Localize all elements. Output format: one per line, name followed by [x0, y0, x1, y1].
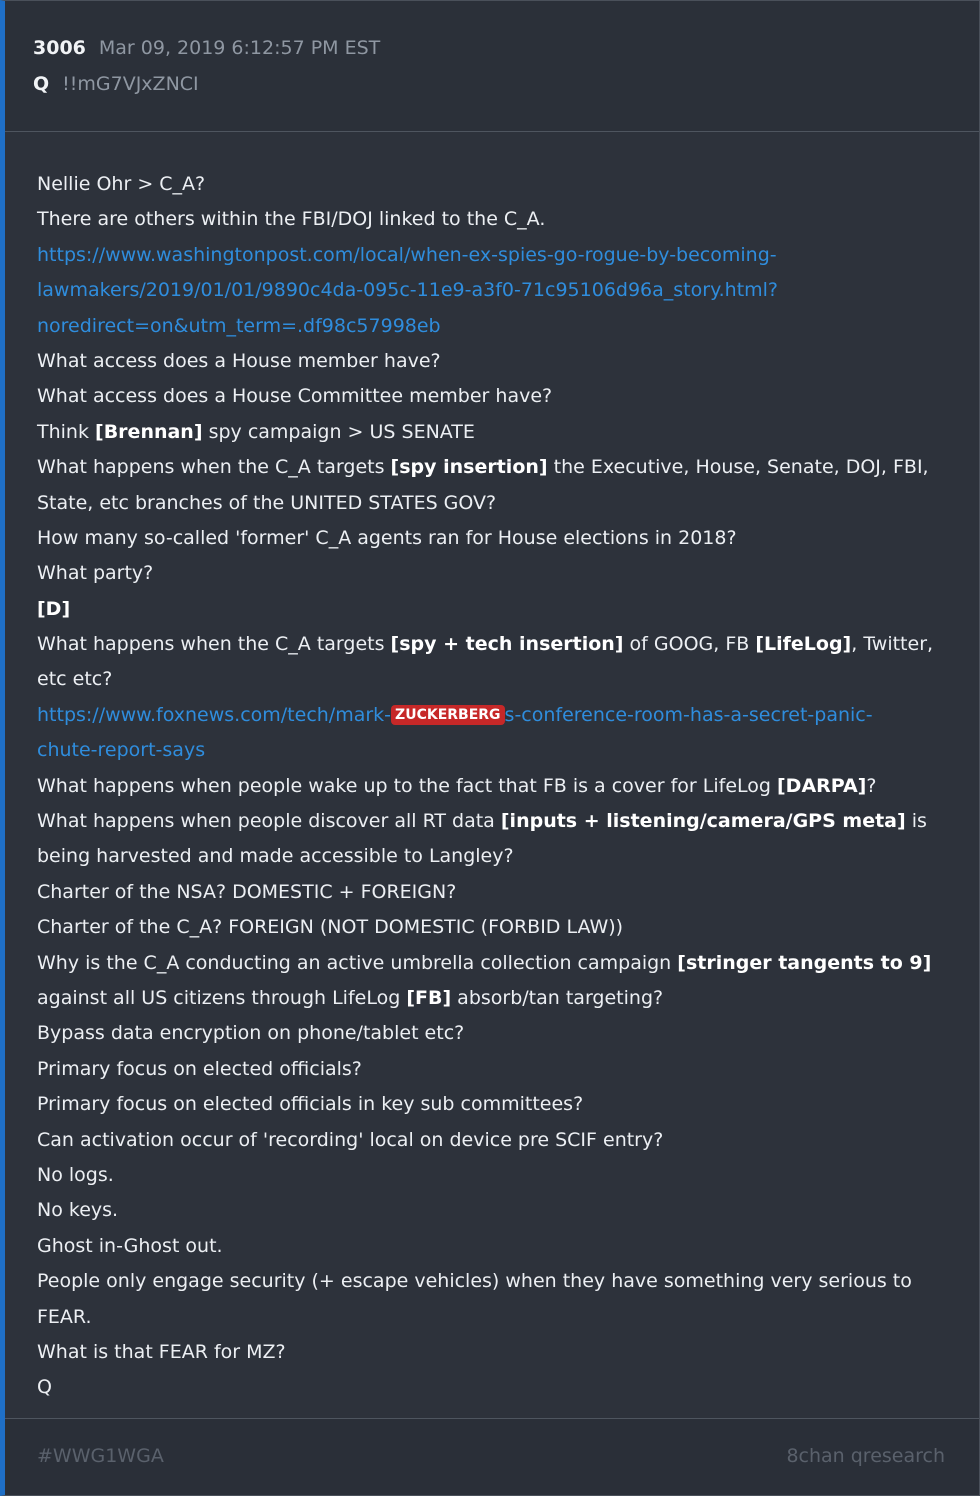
text-span: What happens when people wake up to the fact that FB is a cover for LifeLog: [37, 774, 777, 797]
bold-text: [DARPA]: [776, 774, 867, 797]
text-line: FEAR.: [37, 1305, 92, 1328]
text-line: What access does a House member have?: [37, 349, 441, 372]
link-line: [37, 733, 937, 768]
text-line: Charter of the C_A? FOREIGN (NOT DOMESTIC (FORBID LAW)): [37, 916, 624, 939]
text-span: Why is the C_A conducting an active umbrella collection campaign: [37, 951, 678, 974]
bold-text: [FB]: [406, 986, 452, 1009]
text-line: [37, 415, 937, 450]
text-line: What party?: [37, 562, 154, 585]
text-line: [37, 450, 937, 485]
link-line: [37, 309, 937, 344]
bold-text: [LifeLog]: [755, 633, 852, 656]
text-span: , Twitter,: [851, 633, 934, 656]
text-line: being harvested and made accessible to Langley?: [37, 845, 514, 868]
author-name: Q: [33, 73, 50, 95]
text-line: [37, 627, 937, 662]
text-line: Primary focus on elected officials?: [37, 1057, 362, 1080]
text-line: What is that FEAR for MZ?: [37, 1340, 286, 1363]
text-span: of GOOG, FB: [623, 633, 756, 656]
post-body: [37, 167, 937, 1406]
post-header: [5, 1, 979, 132]
bold-text: [D]: [37, 597, 71, 620]
bold-text: [inputs + listening/camera/GPS meta]: [500, 810, 906, 833]
tripcode: !!mG7VJxZNCI: [62, 73, 199, 95]
text-line: How many so-called 'former' C_A agents ran for House elections in 2018?: [37, 526, 737, 549]
text-span: What happens when the C_A targets: [37, 633, 391, 656]
hashtag: #WWG1WGA: [37, 1445, 164, 1467]
text-line: There are others within the FBI/DOJ linked to the C_A.: [37, 208, 546, 231]
bold-text: [spy + tech insertion]: [390, 633, 624, 656]
author-row: [33, 73, 979, 95]
text-line: No logs.: [37, 1163, 114, 1186]
bold-text: [stringer tangents to 9]: [677, 951, 932, 974]
washingtonpost-link[interactable]: noredirect=on&utm_term=.df98c57998eb: [37, 314, 441, 337]
text-line: [37, 769, 937, 804]
text-line: [37, 804, 937, 839]
link-line: [37, 238, 937, 273]
text-line: People only engage security (+ escape vehicles) when they have something very serious to: [37, 1270, 912, 1293]
link-line: [37, 698, 937, 733]
text-span: What happens when the C_A targets: [37, 456, 391, 479]
post-date: Mar 09, 2019 6:12:57 PM EST: [98, 37, 381, 59]
source-label: 8chan qresearch: [786, 1445, 945, 1467]
link-line: [37, 273, 937, 308]
signature: Q: [37, 1376, 52, 1399]
foxnews-link[interactable]: s-conference-room-has-a-secret-panic-: [504, 703, 873, 726]
bold-text: [spy insertion]: [390, 456, 548, 479]
text-line: State, etc branches of the UNITED STATES GOV?: [37, 491, 497, 514]
text-line: [37, 592, 937, 627]
zuckerberg-badge: ZUCKERBERG: [391, 705, 505, 725]
text-span: Think: [37, 420, 96, 443]
post-footer: [5, 1418, 979, 1495]
text-line: Primary focus on elected officials in key sub committees?: [37, 1093, 584, 1116]
text-span: against all US citizens through LifeLog: [37, 986, 407, 1009]
text-span: What happens when people discover all RT data: [37, 810, 501, 833]
text-line: Charter of the NSA? DOMESTIC + FOREIGN?: [37, 880, 457, 903]
text-line: [37, 946, 937, 981]
text-span: ?: [866, 774, 877, 797]
text-span: the Executive, House, Senate, DOJ, FBI,: [547, 456, 929, 479]
foxnews-link[interactable]: chute-report-says: [37, 739, 206, 762]
text-span: absorb/tan targeting?: [451, 986, 664, 1009]
bold-text: [Brennan]: [95, 420, 203, 443]
post-meta-row: [33, 37, 979, 67]
text-line: Can activation occur of 'recording' local on device pre SCIF entry?: [37, 1128, 664, 1151]
washingtonpost-link[interactable]: lawmakers/2019/01/01/9890c4da-095c-11e9-a3f0-71c95106d96a_story.html?: [37, 279, 779, 302]
text-line: Nellie Ohr > C_A?: [37, 173, 206, 195]
post-number: 3006: [33, 37, 86, 59]
text-line: Bypass data encryption on phone/tablet etc?: [37, 1022, 465, 1045]
text-line: No keys.: [37, 1199, 119, 1222]
text-line: What access does a House Committee member have?: [37, 385, 553, 408]
text-line: [37, 981, 937, 1016]
text-line: etc etc?: [37, 668, 113, 691]
text-span: spy campaign > US SENATE: [202, 420, 475, 443]
text-span: is: [905, 810, 927, 833]
text-line: Ghost in-Ghost out.: [37, 1234, 223, 1257]
foxnews-link[interactable]: https://www.foxnews.com/tech/mark-: [37, 703, 392, 726]
washingtonpost-link[interactable]: https://www.washingtonpost.com/local/when-ex-spies-go-rogue-by-becoming-: [37, 243, 777, 266]
